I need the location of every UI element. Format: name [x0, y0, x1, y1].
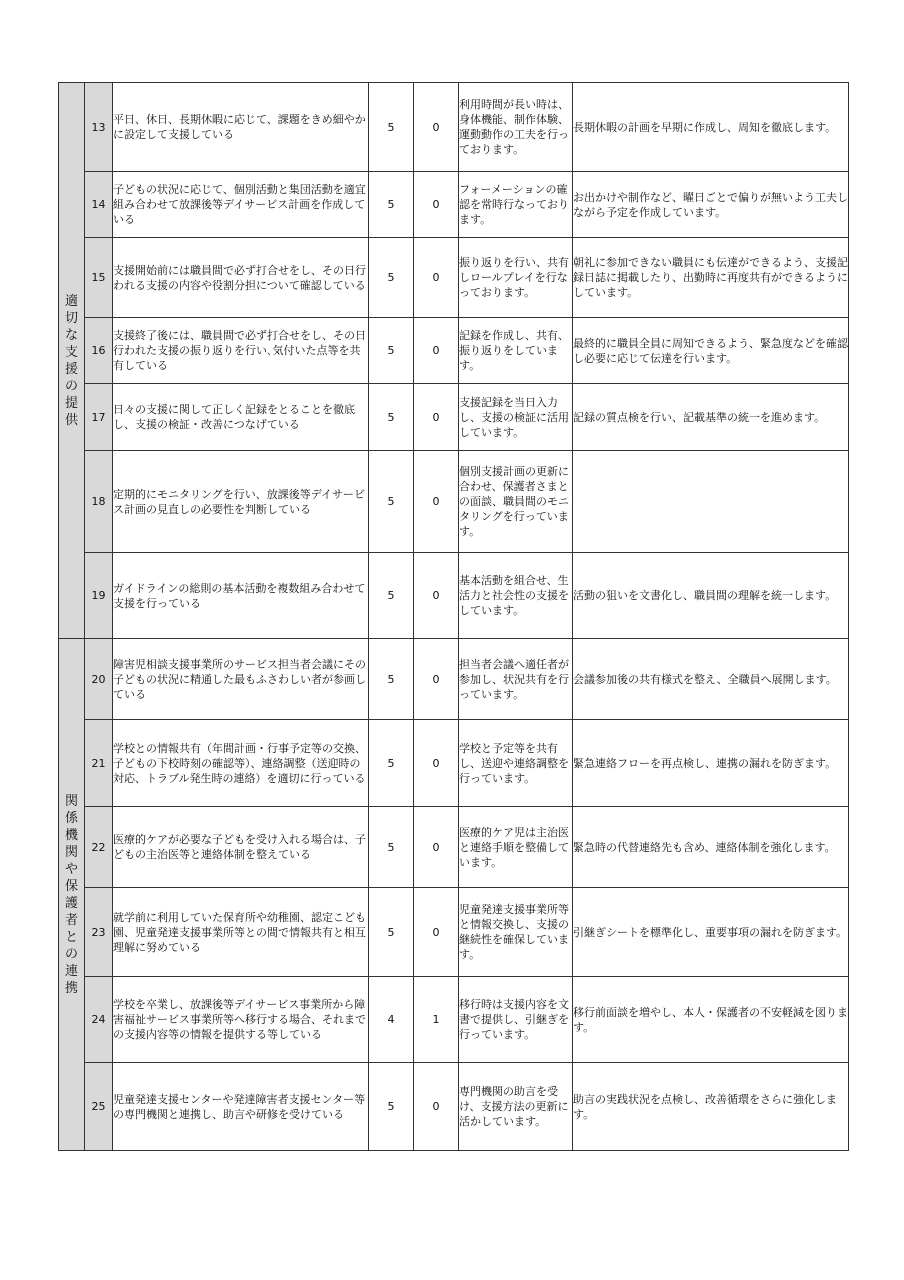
no-count: 0 [414, 451, 459, 553]
plan-text: 緊急時の代替連絡先も含め、連絡体制を強化します。 [573, 807, 849, 888]
detail-text: 専門機関の助言を受け、支援方法の更新に活かしています。 [459, 1063, 573, 1151]
item-text: 支援開始前には職員間で必ず打合せをし、その日行われる支援の内容や役割分担について確認している [113, 238, 369, 318]
row-number: 18 [85, 451, 113, 553]
plan-text: 引継ぎシートを標準化し、重要事項の漏れを防ぎます。 [573, 888, 849, 977]
row-number: 19 [85, 553, 113, 639]
no-count: 0 [414, 172, 459, 238]
row-number: 17 [85, 384, 113, 451]
no-count: 0 [414, 238, 459, 318]
table-row [59, 83, 849, 172]
item-text: 定期的にモニタリングを行い、放課後等デイサービス計画の見直しの必要性を判断している [113, 451, 369, 553]
detail-text: 振り返りを行い、共有しロールプレイを行なっております。 [459, 238, 573, 318]
yes-count: 5 [369, 318, 414, 384]
detail-text: 移行時は支援内容を文書で提供し、引継ぎを行っています。 [459, 977, 573, 1063]
yes-count: 5 [369, 888, 414, 977]
yes-count: 5 [369, 172, 414, 238]
yes-count: 5 [369, 720, 414, 807]
item-text: ガイドラインの総則の基本活動を複数組み合わせて支援を行っている [113, 553, 369, 639]
table-row [59, 451, 849, 553]
plan-text: 会議参加後の共有様式を整え、全職員へ展開します。 [573, 639, 849, 720]
table-row [59, 720, 849, 807]
yes-count: 5 [369, 1063, 414, 1151]
item-text: 支援終了後には、職員間で必ず打合せをし、その日行われた支援の振り返りを行い､気付いた点等を共有している [113, 318, 369, 384]
row-number: 22 [85, 807, 113, 888]
plan-text: 長期休暇の計画を早期に作成し、周知を徹底します。 [573, 83, 849, 172]
plan-text: 緊急連絡フローを再点検し、連携の漏れを防ぎます。 [573, 720, 849, 807]
plan-text: 助言の実践状況を点検し、改善循環をさらに強化します。 [573, 1063, 849, 1151]
yes-count: 5 [369, 807, 414, 888]
no-count: 0 [414, 807, 459, 888]
table-row [59, 553, 849, 639]
row-number: 14 [85, 172, 113, 238]
plan-text [573, 451, 849, 553]
table-row [59, 384, 849, 451]
table-row [59, 318, 849, 384]
item-text: 学校を卒業し、放課後等デイサービス事業所から障害福祉サービス事業所等へ移行する場合、それまでの支援内容等の情報を提供する等している [113, 977, 369, 1063]
row-number: 24 [85, 977, 113, 1063]
item-text: 障害児相談支援事業所のサービス担当者会議にその子どもの状況に精通した最もふさわしい者が参画している [113, 639, 369, 720]
detail-text: 児童発達支援事業所等と情報交換し、支援の継続性を確保しています。 [459, 888, 573, 977]
no-count: 0 [414, 384, 459, 451]
item-text: 医療的ケアが必要な子どもを受け入れる場合は、子どもの主治医等と連絡体制を整えている [113, 807, 369, 888]
no-count: 0 [414, 318, 459, 384]
row-number: 23 [85, 888, 113, 977]
row-number: 13 [85, 83, 113, 172]
yes-count: 4 [369, 977, 414, 1063]
row-number: 25 [85, 1063, 113, 1151]
item-text: 学校との情報共有（年間計画・行事予定等の交換、子どもの下校時刻の確認等）、連絡調整（送迎時の対応、トラブル発生時の連絡）を適切に行っている [113, 720, 369, 807]
no-count: 1 [414, 977, 459, 1063]
table-row [59, 888, 849, 977]
yes-count: 5 [369, 451, 414, 553]
no-count: 0 [414, 888, 459, 977]
table-row [59, 807, 849, 888]
table-row [59, 238, 849, 318]
detail-text: 支援記録を当日入力し、支援の検証に活用しています。 [459, 384, 573, 451]
table-row [59, 639, 849, 720]
category-cell [59, 639, 85, 1151]
no-count: 0 [414, 83, 459, 172]
plan-text: 移行前面談を増やし、本人・保護者の不安軽減を図ります。 [573, 977, 849, 1063]
row-number: 21 [85, 720, 113, 807]
plan-text: 朝礼に参加できない職員にも伝達ができるよう、支援記録日誌に掲載したり、出勤時に再度共有ができるようにしています。 [573, 238, 849, 318]
detail-text: 記録を作成し、共有、振り返りをしています。 [459, 318, 573, 384]
plan-text: 記録の質点検を行い、記載基準の統一を進めます。 [573, 384, 849, 451]
category-label: 適切な支援の提供 [64, 293, 78, 428]
table-row [59, 172, 849, 238]
plan-text: お出かけや制作など、曜日ごとで偏りが無いよう工夫しながら予定を作成しています。 [573, 172, 849, 238]
plan-text: 活動の狙いを文書化し、職員間の理解を統一します。 [573, 553, 849, 639]
table-row [59, 977, 849, 1063]
detail-text: 学校と予定等を共有し、送迎や連絡調整を行っています。 [459, 720, 573, 807]
no-count: 0 [414, 639, 459, 720]
detail-text: 基本活動を組合せ、生活力と社会性の支援をしています。 [459, 553, 573, 639]
row-number: 15 [85, 238, 113, 318]
detail-text: 担当者会議へ適任者が参加し、状況共有を行っています。 [459, 639, 573, 720]
item-text: 児童発達支援センターや発達障害者支援センター等の専門機関と連携し、助言や研修を受けている [113, 1063, 369, 1151]
yes-count: 5 [369, 553, 414, 639]
table-row [59, 1063, 849, 1151]
detail-text: 個別支援計画の更新に合わせ、保護者さまとの面談、職員間のモニタリングを行っています。 [459, 451, 573, 553]
plan-text: 最終的に職員全員に周知できるよう、緊急度などを確認し必要に応じて伝達を行います。 [573, 318, 849, 384]
item-text: 平日、休日、長期休暇に応じて、課題をきめ細やかに設定して支援している [113, 83, 369, 172]
detail-text: フォーメーションの確認を常時行なっております。 [459, 172, 573, 238]
category-cell [59, 83, 85, 639]
yes-count: 5 [369, 238, 414, 318]
yes-count: 5 [369, 384, 414, 451]
category-label: 関係機関や保護者との連携 [64, 793, 78, 996]
no-count: 0 [414, 553, 459, 639]
row-number: 20 [85, 639, 113, 720]
item-text: 日々の支援に関して正しく記録をとることを徹底し、支援の検証・改善につなげている [113, 384, 369, 451]
yes-count: 5 [369, 83, 414, 172]
evaluation-table [58, 82, 849, 1151]
item-text: 就学前に利用していた保育所や幼稚園、認定こども園、児童発達支援事業所等との間で情報共有と相互理解に努めている [113, 888, 369, 977]
item-text: 子どもの状況に応じて、個別活動と集団活動を適宜組み合わせて放課後等デイサービス計画を作成している [113, 172, 369, 238]
yes-count: 5 [369, 639, 414, 720]
row-number: 16 [85, 318, 113, 384]
detail-text: 医療的ケア児は主治医と連絡手順を整備しています。 [459, 807, 573, 888]
no-count: 0 [414, 1063, 459, 1151]
detail-text: 利用時間が長い時は、身体機能、制作体験、運動動作の工夫を行っております。 [459, 83, 573, 172]
no-count: 0 [414, 720, 459, 807]
